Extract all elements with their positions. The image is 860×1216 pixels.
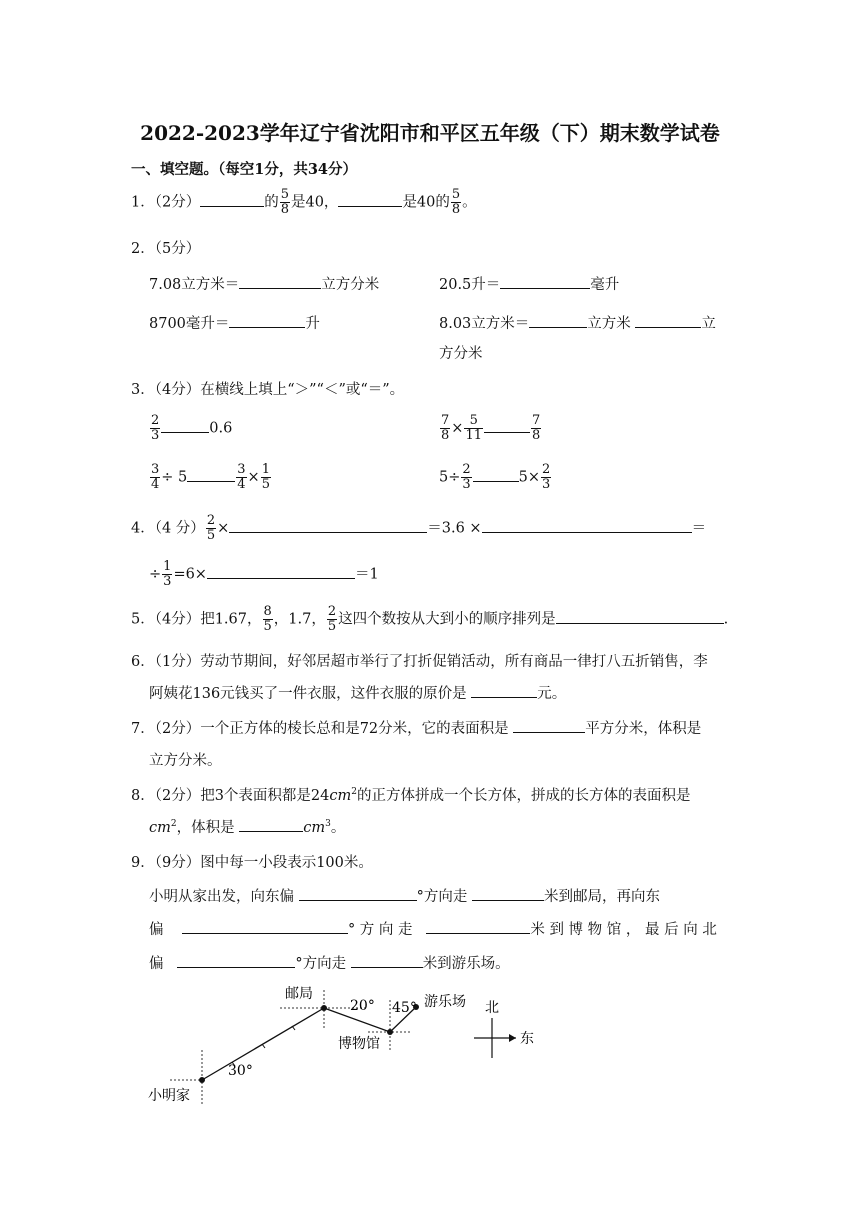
q3-row2-a: $\frac{3}{4}$ ÷ 5 $\frac{3}{4}$ × $\frac{1}{5}$	[151, 462, 270, 492]
north-label: 北	[485, 1000, 499, 1016]
route-map-diagram	[140, 980, 560, 1110]
fraction: $\frac{5}{8}$	[451, 187, 461, 217]
q3-row1-b: $\frac{7}{8}$ × $\frac{5}{11}$ $\frac{7}{8}$	[441, 413, 541, 443]
answer-blank[interactable]	[556, 608, 724, 624]
question-8-line2: $cm^2$，体积是 $cm^3$。	[149, 816, 345, 837]
q1-text: 。	[462, 194, 477, 211]
east-label: 东	[520, 1031, 534, 1047]
post-point	[321, 1005, 327, 1011]
question-5: 5．（4分）把1.67， $\frac{8}{5}$ ，1.7， $\frac{2}{5}$ 这四个数按从大到小的顺序排列是 .	[131, 604, 729, 634]
q3-row1-a: $\frac{2}{3}$ 0.6	[151, 413, 233, 443]
q2-item-d-cont: 方分米	[439, 346, 483, 362]
question-6-line2: 阿姨花136元钱买了一件衣服，这件衣服的原价是 元。	[149, 682, 566, 703]
question-9-line1: 小明从家出发，向东偏 °方向走 米到邮局，再向东	[149, 885, 660, 906]
question-4: 4．（4 分） $\frac{2}{5}$ × ＝3.6 × ＝	[131, 513, 707, 543]
route-home-post	[202, 1008, 324, 1080]
question-2: 2．（5分）	[131, 241, 201, 257]
answer-blank[interactable]	[473, 466, 519, 482]
question-9-line3: 偏 °方向走 米到游乐场。	[149, 952, 510, 973]
post-office-label: 邮局	[285, 986, 313, 1002]
answer-blank[interactable]	[239, 816, 303, 832]
answer-blank[interactable]	[229, 312, 305, 328]
home-label: 小明家	[148, 1088, 190, 1104]
q2-item-c: 8700毫升＝ 升	[149, 312, 320, 333]
question-7-line2: 立方分米。	[149, 753, 222, 769]
question-3: 3．（4分）在横线上填上“＞”“＜”或“＝”。	[131, 382, 405, 398]
east-arrow-icon	[509, 1034, 516, 1042]
answer-blank[interactable]	[299, 885, 417, 901]
answer-blank[interactable]	[182, 918, 348, 934]
angle-30-label: 30°	[228, 1063, 253, 1079]
q1-text: 的	[264, 194, 279, 211]
question-7: 7．（2分）一个正方体的棱长总和是72分米，它的表面积是 平方分米，体积是	[131, 717, 701, 738]
angle-20-label: 20°	[350, 998, 375, 1014]
question-1	[131, 188, 477, 217]
museum-label: 博物馆	[338, 1036, 380, 1052]
answer-blank[interactable]	[482, 517, 692, 533]
section-heading: 一、填空题。（每空1分，共34分）	[131, 161, 358, 178]
answer-blank[interactable]	[472, 885, 544, 901]
q2-item-d: 8.03立方米＝ 立方米 立	[439, 312, 716, 333]
museum-point	[387, 1029, 393, 1035]
answer-blank[interactable]	[351, 952, 423, 968]
answer-blank[interactable]	[635, 312, 701, 328]
answer-blank[interactable]	[187, 466, 235, 482]
answer-blank[interactable]	[207, 563, 355, 579]
question-8: 8．（2分）把3个表面积都是$24cm^2$的正方体拼成一个长方体，拼成的长方体的表面积是	[131, 787, 691, 804]
angle-45-label: 45°	[392, 1000, 417, 1016]
question-4-line2: ÷ $\frac{1}{3}$ =6× ＝1	[149, 559, 379, 589]
park-label: 游乐场	[424, 994, 466, 1010]
q1-text: 是40，	[290, 194, 339, 211]
question-9-line2: 偏 ° 方 向 走 米 到 博 物 馆 ， 最 后 向 北	[149, 918, 717, 939]
q3-row2-b: 5÷ $\frac{2}{3}$ 5× $\frac{2}{3}$	[439, 462, 551, 492]
answer-blank[interactable]	[239, 273, 321, 289]
q2-item-a: 7.08立方米＝ 立方分米	[149, 273, 379, 294]
home-point	[199, 1077, 205, 1083]
answer-blank[interactable]	[500, 273, 590, 289]
answer-blank[interactable]	[338, 191, 402, 207]
fraction: $\frac{5}{8}$	[280, 187, 289, 217]
q1-number: 1．（2分）	[131, 194, 201, 211]
answer-blank[interactable]	[471, 682, 537, 698]
answer-blank[interactable]	[513, 717, 585, 733]
answer-blank[interactable]	[161, 417, 209, 433]
q2-item-b: 20.5升＝ 毫升	[439, 273, 619, 294]
question-9: 9．（9分）图中每一小段表示100米。	[131, 855, 373, 871]
q1-text: 是40的	[402, 194, 450, 211]
answer-blank[interactable]	[229, 517, 427, 533]
answer-blank[interactable]	[426, 918, 530, 934]
answer-blank[interactable]	[484, 417, 530, 433]
answer-blank[interactable]	[177, 952, 295, 968]
page-title: 2022-2023学年辽宁省沈阳市和平区五年级（下）期末数学试卷	[140, 121, 720, 145]
answer-blank[interactable]	[529, 312, 587, 328]
question-6: 6．（1分）劳动节期间，好邻居超市举行了打折促销活动，所有商品一律打八五折销售，李	[131, 654, 708, 670]
answer-blank[interactable]	[200, 191, 264, 207]
